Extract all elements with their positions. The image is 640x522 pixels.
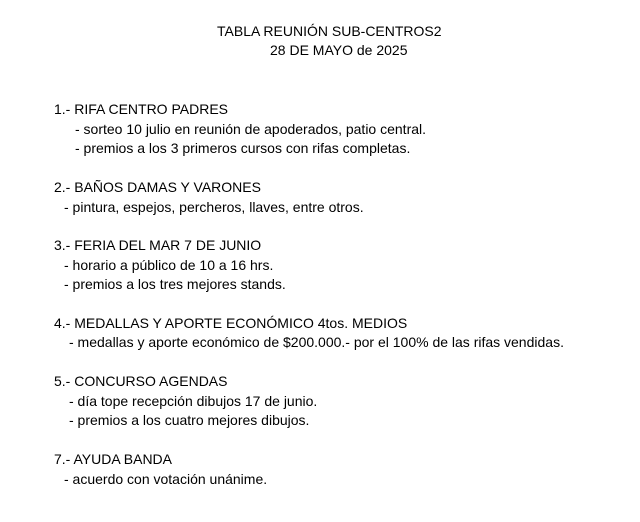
list-item: - sorteo 10 julio en reunión de apoderados, patio central.	[75, 121, 427, 137]
list-item: - pintura, espejos, percheros, llaves, entre otros.	[64, 199, 364, 215]
section-heading-concurso: 5.- CONCURSO AGENDAS	[54, 373, 228, 389]
section-heading-banos: 2.- BAÑOS DAMAS Y VARONES	[54, 179, 261, 195]
document-title: TABLA REUNIÓN SUB-CENTROS2	[217, 23, 442, 39]
list-item: - acuerdo con votación unánime.	[64, 471, 268, 487]
list-item: - día tope recepción dibujos 17 de junio.	[69, 393, 318, 409]
section-heading-ayuda-banda: 7.- AYUDA BANDA	[54, 451, 173, 467]
section-heading-feria: 3.- FERIA DEL MAR 7 DE JUNIO	[54, 237, 262, 253]
section-heading-rifa: 1.- RIFA CENTRO PADRES	[54, 101, 228, 117]
list-item: - premios a los cuatro mejores dibujos.	[69, 412, 310, 428]
list-item: - horario a público de 10 a 16 hrs.	[64, 257, 274, 273]
list-item: - medallas y aporte económico de $200.000.- por el 100% de las rifas vendidas.	[69, 334, 564, 350]
document-date: 28 DE MAYO de 2025	[270, 42, 408, 58]
section-heading-medallas: 4.- MEDALLAS Y APORTE ECONÓMICO 4tos. MEDIOS	[54, 315, 408, 331]
list-item: - premios a los 3 primeros cursos con rifas completas.	[75, 140, 411, 156]
list-item: - premios a los tres mejores stands.	[64, 276, 286, 292]
